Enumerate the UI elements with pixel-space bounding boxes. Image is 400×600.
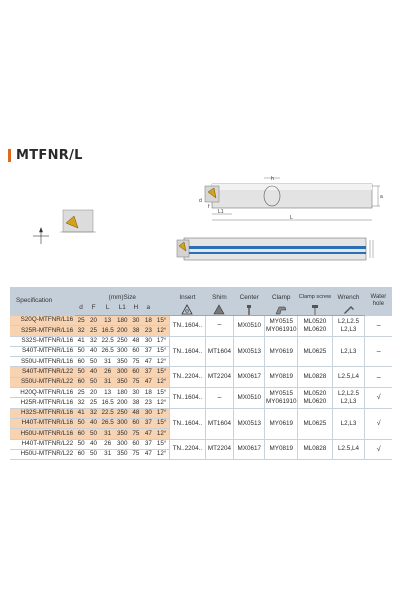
size-cell-d: 41	[75, 408, 87, 418]
size-cell-d: 60	[75, 429, 87, 439]
size-cell-l: 31	[100, 357, 115, 367]
size-cell-f: 50	[87, 377, 100, 387]
shim-part-cell: MT2204	[205, 367, 233, 388]
insert-part-cell: TN..1604..	[169, 316, 205, 337]
size-cell-d: 25	[75, 388, 87, 398]
size-col-d: d	[75, 302, 87, 316]
size-cell-l: 26.5	[100, 346, 115, 356]
spec-cell: S50U-MTFNR/L16	[10, 357, 75, 367]
size-cell-angle: 17°	[154, 408, 169, 418]
center-screw-icon	[234, 302, 265, 316]
size-cell-angle: 12°	[154, 429, 169, 439]
size-cell-angle: 15°	[154, 367, 169, 377]
size-cell-h: 30	[129, 388, 142, 398]
size-cell-l1: 180	[115, 316, 129, 326]
size-cell-h: 60	[129, 439, 142, 449]
size-cell-angle: 12°	[154, 326, 169, 336]
page-title	[8, 148, 83, 163]
size-cell-l1: 300	[115, 367, 129, 377]
size-cell-angle: 15°	[154, 418, 169, 428]
size-cell-h: 48	[129, 336, 142, 346]
water-hole-cell: –	[365, 367, 392, 388]
size-cell-l: 13	[100, 316, 115, 326]
size-cell-h: 60	[129, 346, 142, 356]
size-cell-l: 22.5	[100, 336, 115, 346]
spec-cell: S50U-MTFNR/L22	[10, 377, 75, 387]
clamp-icon	[265, 302, 298, 316]
table-row	[10, 367, 392, 377]
size-cell-l: 31	[100, 449, 115, 459]
size-cell-a: 23	[142, 326, 154, 336]
size-cell-l1: 250	[115, 408, 129, 418]
size-cell-d: 41	[75, 336, 87, 346]
size-cell-f: 32	[87, 336, 100, 346]
title-text: MTFNR/L	[16, 148, 83, 163]
clamp-screw-icon	[298, 302, 333, 316]
label-f: f	[208, 204, 210, 210]
size-cell-d: 60	[75, 449, 87, 459]
size-cell-d: 50	[75, 346, 87, 356]
insert-part-cell: TN..1604..	[169, 408, 205, 439]
center-part-cell: MX0513	[234, 336, 265, 367]
size-cell-f: 40	[87, 367, 100, 377]
wrench-icon	[332, 302, 365, 316]
size-cell-h: 75	[129, 429, 142, 439]
size-cell-l1: 200	[115, 398, 129, 408]
shim-part-cell: MT1604	[205, 408, 233, 439]
screw-part-cell: ML0520 ML0620	[298, 388, 333, 409]
size-cell-a: 47	[142, 377, 154, 387]
size-cell-d: 50	[75, 367, 87, 377]
spec-cell: H20Q-MTFNR/L16	[10, 388, 75, 398]
label-a: a	[380, 194, 383, 200]
spec-cell: S40T-MTFNR/L16	[10, 346, 75, 356]
spec-cell: S32S-MTFNR/L16	[10, 336, 75, 346]
wrench-part-cell: L2,L2.5 L2,L3	[332, 388, 365, 409]
center-part-cell: MX0513	[234, 408, 265, 439]
coolant-bar-drawing	[177, 238, 373, 260]
size-cell-l: 16.5	[100, 398, 115, 408]
water-hole-cell: –	[365, 316, 392, 337]
size-cell-a: 37	[142, 346, 154, 356]
clamp-part-cell: MY0619	[265, 336, 298, 367]
clamp-part-cell: MY0515 MY061910	[265, 388, 298, 409]
size-cell-d: 32	[75, 398, 87, 408]
size-cell-l1: 350	[115, 449, 129, 459]
size-cell-h: 75	[129, 449, 142, 459]
compass-icon	[33, 228, 49, 244]
table-body	[10, 316, 392, 460]
water-hole-cell: –	[365, 336, 392, 367]
size-cell-f: 40	[87, 418, 100, 428]
size-cell-a: 18	[142, 388, 154, 398]
size-cell-f: 20	[87, 316, 100, 326]
spec-cell: S40T-MTFNR/L22	[10, 367, 75, 377]
size-cell-a: 23	[142, 398, 154, 408]
wrench-column-header: Wrench	[332, 287, 365, 302]
clamp-column-header: Clamp	[265, 287, 298, 302]
size-cell-d: 60	[75, 357, 87, 367]
table-row	[10, 316, 392, 326]
size-cell-l: 26	[100, 439, 115, 449]
size-cell-angle: 12°	[154, 357, 169, 367]
tool-drawings	[0, 168, 400, 283]
size-cell-angle: 15°	[154, 439, 169, 449]
size-cell-angle: 12°	[154, 449, 169, 459]
insert-part-cell: TN..1604..	[169, 388, 205, 409]
table-row	[10, 388, 392, 398]
insert-detail-icon	[60, 210, 96, 232]
size-cell-h: 60	[129, 367, 142, 377]
size-cell-l1: 180	[115, 388, 129, 398]
size-cell-f: 50	[87, 429, 100, 439]
size-cell-h: 60	[129, 418, 142, 428]
size-cell-l1: 300	[115, 418, 129, 428]
size-col-angle	[154, 302, 169, 316]
size-cell-f: 20	[87, 388, 100, 398]
size-cell-l1: 350	[115, 357, 129, 367]
insert-part-cell: TN..2204..	[169, 439, 205, 460]
size-cell-f: 25	[87, 326, 100, 336]
size-col-f: F	[87, 302, 100, 316]
size-cell-a: 18	[142, 316, 154, 326]
size-cell-f: 50	[87, 357, 100, 367]
spec-cell: S25R-MTFNR/L16	[10, 326, 75, 336]
spec-cell: H32S-MTFNR/L16	[10, 408, 75, 418]
screw-part-cell: ML0625	[298, 336, 333, 367]
size-cell-d: 25	[75, 316, 87, 326]
size-cell-f: 40	[87, 439, 100, 449]
size-cell-l1: 200	[115, 326, 129, 336]
insert-part-cell: TN..1604..	[169, 336, 205, 367]
size-cell-l: 26.5	[100, 418, 115, 428]
clamp-screw-column-header: Clamp screw	[298, 287, 333, 302]
wrench-part-cell: L2.5,L4	[332, 439, 365, 460]
shim-column-header: Shim	[205, 287, 233, 302]
size-cell-a: 30	[142, 408, 154, 418]
size-cell-f: 25	[87, 398, 100, 408]
insert-part-cell: TN..2204..	[169, 367, 205, 388]
size-cell-d: 32	[75, 326, 87, 336]
shim-part-cell: –	[205, 388, 233, 409]
wrench-part-cell: L2,L3	[332, 336, 365, 367]
size-cell-f: 32	[87, 408, 100, 418]
shim-part-cell: MT2204	[205, 439, 233, 460]
insert-column-header: Insert	[169, 287, 205, 302]
size-cell-angle: 12°	[154, 377, 169, 387]
size-cell-l: 26	[100, 367, 115, 377]
size-cell-a: 47	[142, 429, 154, 439]
label-d: d	[199, 198, 202, 204]
size-cell-l1: 300	[115, 346, 129, 356]
size-col-l1: L1	[115, 302, 129, 316]
label-l: L	[290, 215, 293, 221]
wrench-part-cell: L2,L3	[332, 408, 365, 439]
spec-column-header: Specification	[10, 287, 75, 316]
size-cell-f: 50	[87, 449, 100, 459]
size-cell-h: 30	[129, 316, 142, 326]
size-cell-a: 37	[142, 367, 154, 377]
table-row	[10, 408, 392, 418]
side-view-drawing	[199, 176, 383, 221]
size-cell-h: 38	[129, 398, 142, 408]
center-part-cell: MX0510	[234, 316, 265, 337]
size-cell-f: 40	[87, 346, 100, 356]
clamp-part-cell: MY0819	[265, 439, 298, 460]
label-h: h	[271, 176, 274, 182]
size-cell-angle: 15°	[154, 346, 169, 356]
table-row	[10, 439, 392, 449]
size-col-l: L	[100, 302, 115, 316]
size-cell-h: 48	[129, 408, 142, 418]
size-cell-d: 50	[75, 439, 87, 449]
water-hole-cell: √	[365, 388, 392, 409]
title-accent-bar	[8, 149, 11, 162]
size-cell-l1: 350	[115, 429, 129, 439]
center-part-cell: MX0617	[234, 367, 265, 388]
size-cell-a: 30	[142, 336, 154, 346]
size-cell-h: 38	[129, 326, 142, 336]
shim-icon	[205, 302, 233, 316]
clamp-part-cell: MY0819	[265, 367, 298, 388]
spec-cell: H50U-MTFNR/L16	[10, 429, 75, 439]
size-col-a: a	[142, 302, 154, 316]
screw-part-cell: ML0828	[298, 367, 333, 388]
wrench-part-cell: L2,L2.5 L2,L3	[332, 316, 365, 337]
size-cell-d: 60	[75, 377, 87, 387]
size-cell-l: 16.5	[100, 326, 115, 336]
size-cell-h: 75	[129, 377, 142, 387]
shim-part-cell: MT1604	[205, 336, 233, 367]
label-l1: L1	[218, 209, 224, 215]
size-cell-a: 37	[142, 418, 154, 428]
size-col-h: H	[129, 302, 142, 316]
table-row	[10, 336, 392, 346]
water-hole-cell: √	[365, 408, 392, 439]
size-cell-angle: 17°	[154, 336, 169, 346]
screw-part-cell: ML0520 ML0620	[298, 316, 333, 337]
insert-icon	[169, 302, 205, 316]
center-part-cell: MX0617	[234, 439, 265, 460]
spec-cell: H50U-MTFNR/L22	[10, 449, 75, 459]
size-cell-l: 31	[100, 429, 115, 439]
wrench-part-cell: L2.5,L4	[332, 367, 365, 388]
size-cell-l: 22.5	[100, 408, 115, 418]
size-cell-l: 13	[100, 388, 115, 398]
size-cell-l1: 300	[115, 439, 129, 449]
size-cell-angle: 15°	[154, 316, 169, 326]
spec-cell: H25R-MTFNR/L16	[10, 398, 75, 408]
spec-cell: S20Q-MTFNR/L16	[10, 316, 75, 326]
size-group-header: (mm)Size	[75, 287, 169, 302]
water-hole-cell: √	[365, 439, 392, 460]
size-cell-l1: 350	[115, 377, 129, 387]
size-cell-angle: 12°	[154, 398, 169, 408]
clamp-part-cell: MY0515 MY061910	[265, 316, 298, 337]
size-cell-a: 47	[142, 357, 154, 367]
spec-table	[10, 287, 392, 460]
table-header-row-1	[10, 287, 392, 302]
size-cell-l1: 250	[115, 336, 129, 346]
center-part-cell: MX0510	[234, 388, 265, 409]
clamp-part-cell: MY0619	[265, 408, 298, 439]
water-hole-column-header: Water hole	[365, 287, 392, 316]
spec-cell: H40T-MTFNR/L22	[10, 439, 75, 449]
screw-part-cell: ML0828	[298, 439, 333, 460]
size-cell-h: 75	[129, 357, 142, 367]
size-cell-angle: 15°	[154, 388, 169, 398]
center-column-header: Center	[234, 287, 265, 302]
spec-cell: H40T-MTFNR/L16	[10, 418, 75, 428]
screw-part-cell: ML0625	[298, 408, 333, 439]
size-cell-a: 47	[142, 449, 154, 459]
size-cell-a: 37	[142, 439, 154, 449]
shim-part-cell: –	[205, 316, 233, 337]
size-cell-d: 50	[75, 418, 87, 428]
size-cell-l: 31	[100, 377, 115, 387]
